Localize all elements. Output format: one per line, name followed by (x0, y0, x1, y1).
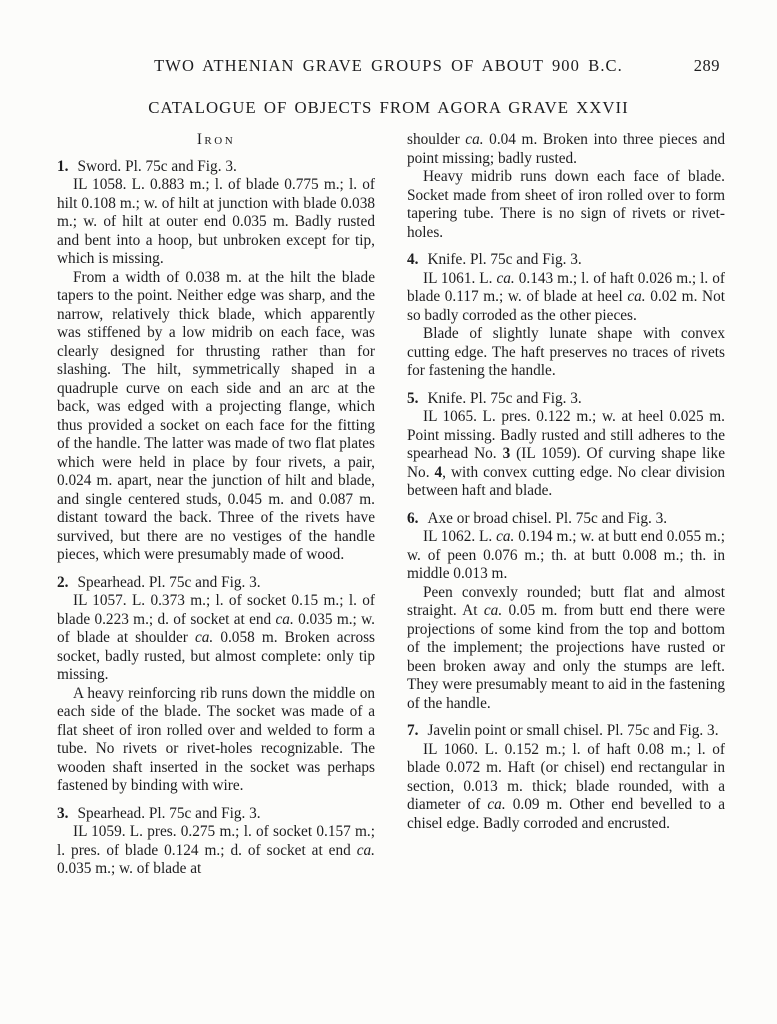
catalog-entry-4 (407, 251, 725, 381)
column-left (57, 131, 375, 879)
catalog-entry-1 (57, 158, 375, 565)
catalog-entry-5 (407, 390, 725, 501)
entry-heading: Axe or broad chisel. Pl. 75c and Fig. 3. (427, 509, 668, 527)
entry-paragraph: IL 1059. L. pres. 0.275 m.; l. of socket 0.157 m.; l. pres. of blade 0.124 m.; d. of socket at end ca. 0.035 m.; w. of blade at (57, 823, 375, 877)
entry-heading: Knife. Pl. 75c and Fig. 3. (427, 251, 582, 268)
entry-number: 5. (407, 389, 419, 407)
entry-paragraph: IL 1060. L. 0.152 m.; l. of haft 0.08 m.; l. of blade 0.072 m. Haft (or chisel) end rectangular in section, 0.013 m. thick; blade rounded, with a diameter of ca. 0.09 m. Other end bevelled to a chisel edge. Badly corroded and encrusted. (407, 740, 725, 832)
entry-heading-line (57, 158, 375, 177)
page-title: CATALOGUE OF OBJECTS FROM AGORA GRAVE XXVII (148, 98, 629, 117)
entry-paragraph: IL 1058. L. 0.883 m.; l. of blade 0.775 m.; l. of hilt 0.108 m.; w. of hilt at junction with blade 0.038 m.; w. of hilt at outer end 0.035 m. Badly rusted and bent into a hoop, but unbroken except for tip, which is missing. (57, 176, 375, 267)
entry-paragraph: Peen convexly rounded; butt flat and almost straight. At ca. 0.05 m. from butt end there were projections of some kind from the top and bottom of the implement; the projections have rusted or been broken away and only the stumps are left. They were presumably meant to aid in the fastening of the handle. (407, 583, 726, 712)
entry-heading: Knife. Pl. 75c and Fig. 3. (427, 389, 582, 407)
section-heading-iron: Iron (196, 131, 236, 148)
entry-3-continuation-paragraph: shoulder ca. 0.04 m. Broken into three pieces and point missing; badly rusted. (407, 131, 725, 167)
entry-paragraph: IL 1057. L. 0.373 m.; l. of socket 0.15 m.; l. of blade 0.223 m.; d. of socket at end ca. 0.035 m.; w. of blade at shoulder ca. 0.058 m. Broken across socket, badly rusted, but almost complete: only tip missing. (57, 592, 376, 683)
running-title: TWO ATHENIAN GRAVE GROUPS OF ABOUT 900 B.C. (154, 56, 623, 75)
entry-heading-line (407, 251, 725, 270)
entry-paragraph: IL 1065. L. pres. 0.122 m.; w. at heel 0.025 m. Point missing. Badly rusted and still adheres to the spearhead No. 3 (IL 1059). Of curving shape like No. 4, with convex cutting edge. No clear division between haft and blade. (407, 408, 725, 499)
entry-number: 2. (57, 573, 69, 591)
entry-heading: Javelin point or small chisel. Pl. 75c and Fig. 3. (427, 722, 719, 739)
catalog-entry-7 (407, 722, 725, 833)
entry-heading: Spearhead. Pl. 75c and Fig. 3. (77, 804, 261, 822)
entry-paragraph: A heavy reinforcing rib runs down the middle on each side of the blade. The socket was made of a flat sheet of iron rolled over and welded to form a tube. No rivets or rivet-holes recognizable. The wooden shaft inserted in the socket was perhaps fastened by binding with wire. (57, 684, 375, 794)
entry-paragraph: From a width of 0.038 m. at the hilt the blade tapers to the point. Neither edge was sharp, and the narrow, relatively thick blade, which apparently was stiffened by a low midrib on each face, was clearly designed for thrusting rather than for slashing. The hilt, symmetrically shaped in a quadruple curve on each side and an arc at the back, was edged with a projecting flange, which thus provided a socket on each face for the fitting of the handle. The latter was made of two flat plates which were held in place by four rivets, a pair, 0.024 m. apart, near the junction of hilt and blade, and single centered studs, 0.045 m. and 0.087 m. distant toward the back. Three of the rivets have survived, but there are no vestiges of the handle pieces, which were presumably made of wood. (57, 268, 375, 563)
catalog-entry-3 (57, 805, 375, 879)
page-number: 289 (693, 56, 720, 75)
entry-paragraph: Blade of slightly lunate shape with convex cutting edge. The haft preserves no traces of rivets for fastening the handle. (407, 325, 725, 379)
entry-heading: Spearhead. Pl. 75c and Fig. 3. (77, 573, 261, 591)
entry-heading-line (57, 574, 375, 593)
entry-heading: Sword. Pl. 75c and Fig. 3. (77, 157, 237, 175)
entry-number: 6. (407, 509, 419, 527)
entry-heading-line (407, 722, 725, 741)
entry-3-continuation-paragraph: Heavy midrib runs down each face of blade. Socket made from sheet of iron rolled over to form tapering tube. There is no sign of rivets or rivet-holes. (407, 168, 725, 241)
entry-heading-line (407, 390, 725, 409)
catalog-entry-2 (57, 574, 375, 796)
entry-number: 7. (407, 722, 419, 739)
entry-number: 1. (57, 157, 69, 175)
entry-heading-line (407, 510, 725, 529)
entry-heading-line (57, 805, 375, 824)
entry-paragraph: IL 1062. L. ca. 0.194 m.; w. at butt end 0.055 m.; w. of peen 0.076 m.; th. at butt 0.008 m.; th. in middle 0.013 m. (407, 528, 725, 582)
entry-number: 4. (407, 251, 419, 268)
entry-paragraph: IL 1061. L. ca. 0.143 m.; l. of haft 0.026 m.; l. of blade 0.117 m.; w. of blade at heel ca. 0.02 m. Not so badly corroded as the other pieces. (407, 269, 725, 324)
entry-number: 3. (57, 804, 69, 822)
column-right (407, 131, 725, 833)
catalog-entry-6 (407, 510, 725, 714)
